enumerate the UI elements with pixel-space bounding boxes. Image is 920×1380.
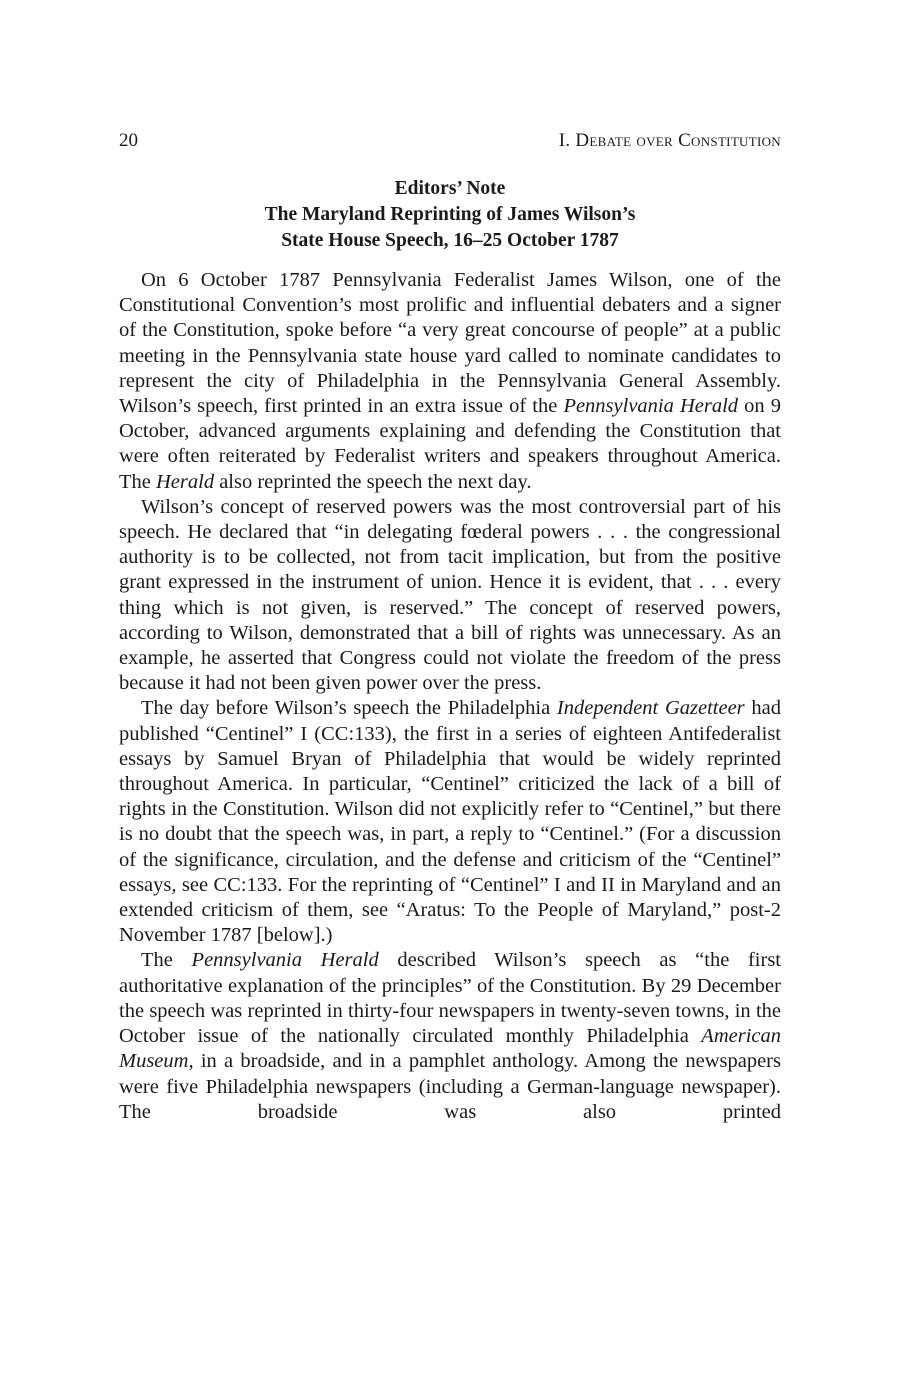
title-line-1: Editors’ Note (394, 178, 506, 199)
editors-note-title (119, 176, 781, 254)
paragraph-1: On 6 October 1787 Pennsylvania Federalist James Wilson, one of the Constitutional Convention’s most prolific and influential debaters and a signer of the Constitution, spoke before “a very great concourse of people” at a public meeting in the Pennsylvania state house yard called to nominate candidates to represent the city of Philadelphia in the Pennsylvania General Assembly. Wilson’s speech, first printed in an extra issue of the Pennsylvania Herald on 9 October, advanced arguments explaining and defending the Constitution that were often reiterated by Federalist writers and speakers throughout America. The Herald also reprinted the speech the next day. (119, 269, 782, 493)
page-number: 20 (119, 130, 138, 151)
paragraph-4: The Pennsylvania Herald described Wilson’s speech as “the first authoritative explanation of the principles” of the Constitution. By 29 December the speech was reprinted in thirty-four newspapers in twenty-seven towns, in the October issue of the nationally circulated monthly Philadelphia American Museum, in a broadside, and in a pamphlet anthology. Among the newspapers were five Philadelphia newspapers (including a German-language newspaper). The broadside was also printed (119, 949, 782, 1123)
document-page (119, 128, 781, 1125)
title-line-2: The Maryland Reprinting of James Wilson’s (264, 204, 636, 225)
title-line-3: State House Speech, 16–25 October 1787 (281, 230, 619, 251)
section-title: I. Debate over Constitution (558, 130, 781, 151)
running-head (119, 128, 781, 154)
body-text (119, 268, 781, 1125)
paragraph-3: The day before Wilson’s speech the Philadelphia Independent Gazetteer had published “Centinel” I (CC:133), the first in a series of eighteen Antifederalist essays by Samuel Bryan of Philadelphia that would be widely reprinted throughout America. In particular, “Centinel” criticized the lack of a bill of rights in the Constitution. Wilson did not explicitly refer to “Centinel,” but there is no doubt that the speech was, in part, a reply to “Centinel.” (For a discussion of the significance, circulation, and the defense and criticism of the “Centinel” essays, see CC:133. For the reprinting of “Centinel” I and II in Maryland and an extended criticism of them, see “Aratus: To the People of Maryland,” post-2 November 1787 [below].) (119, 697, 781, 947)
paragraph-2: Wilson’s concept of reserved powers was the most controversial part of his speech. He declared that “in delegating fœderal powers . . . the congressional authority is to be collected, not from tacit implication, but from the positive grant expressed in the instrument of union. Hence it is evident, that . . . every thing which is not given, is reserved.” The concept of reserved powers, according to Wilson, demonstrated that a bill of rights was unnecessary. As an example, he asserted that Congress could not violate the freedom of the press because it had not been given power over the press. (119, 495, 781, 695)
